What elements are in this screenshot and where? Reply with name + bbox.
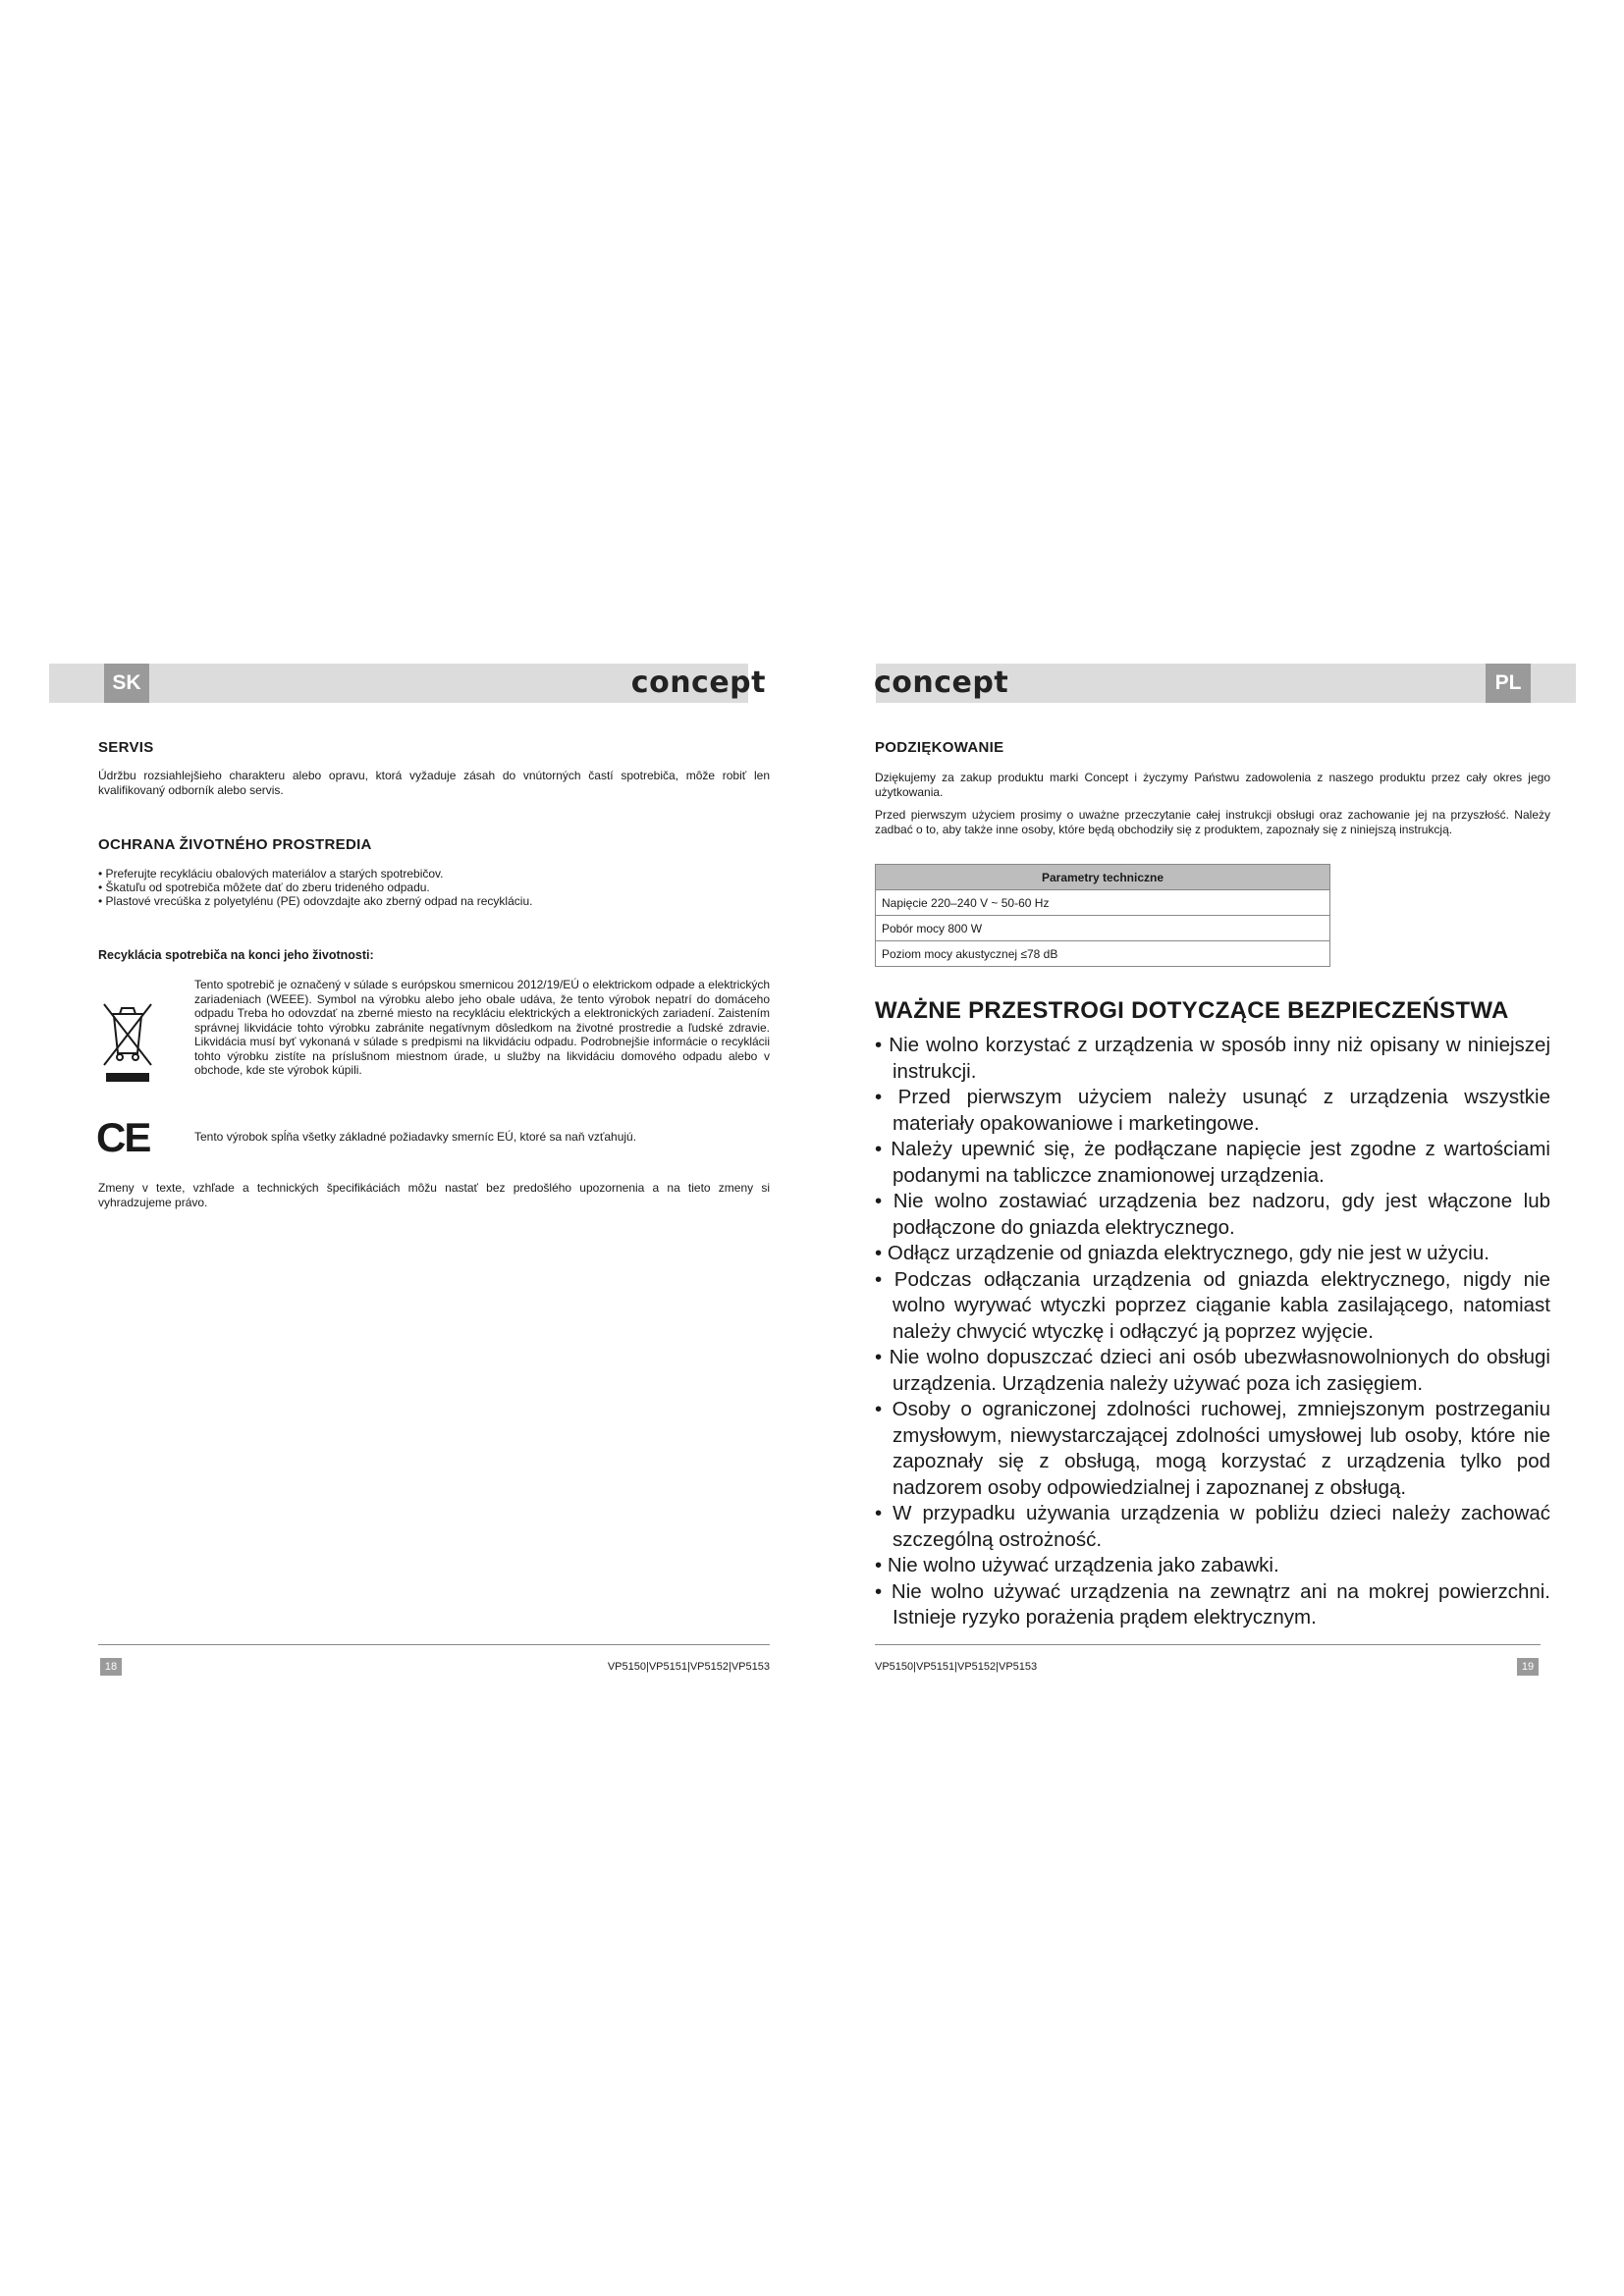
thanks-text-2: Przed pierwszym użyciem prosimy o uważne przeczytanie całej instrukcji obsługi oraz zachowanie jej na przyszłość. Należy zadbać o to, aby także inne osoby, które będą obchodziły się z produktem, zapoznały się z niniejszą instrukcją. <box>875 808 1550 836</box>
changes-notice: Zmeny v texte, vzhľade a technických špecifikáciách môžu nastať bez predošlého upozornenia a na tieto zmeny si vyhradzujeme právo. <box>98 1181 770 1209</box>
table-header: Parametry techniczne <box>876 865 1330 890</box>
footer-rule-right <box>875 1644 1541 1645</box>
weee-bin-icon <box>98 996 157 1085</box>
page-number-left: 18 <box>100 1658 122 1676</box>
safety-title: WAŻNE PRZESTROGI DOTYCZĄCE BEZPIECZEŃSTWA <box>875 997 1509 1024</box>
footer-rule-left <box>98 1644 770 1645</box>
recycling-title: Recyklácia spotrebiča na konci jeho životnosti: <box>98 948 374 962</box>
list-item: • Odłącz urządzenie od gniazda elektrycznego, gdy nie jest w użyciu. <box>875 1241 1550 1267</box>
list-item: • Plastové vrecúška z polyetylénu (PE) odovzdajte ako zberný odpad na recykláciu. <box>98 894 770 908</box>
list-item: • Podczas odłączania urządzenia od gniazda elektrycznego, nigdy nie wolno wyrywać wtyczki poprzez ciąganie kabla zasilającego, natomiast należy chwycić wtyczkę i odłączyć ją poprzez wyjęcie. <box>875 1267 1550 1346</box>
ce-text: Tento výrobok spĺňa všetky základné požiadavky smerníc EÚ, ktoré sa naň vzťahujú. <box>194 1130 637 1144</box>
list-item: • Nie wolno korzystać z urządzenia w sposób inny niż opisany w niniejszej instrukcji. <box>875 1033 1550 1085</box>
tech-params-table <box>875 864 1330 967</box>
list-item: • Preferujte recykláciu obalových materiálov a starých spotrebičov. <box>98 867 770 881</box>
table-row: Pobór mocy 800 W <box>876 916 1330 941</box>
servis-text: Údržbu rozsiahlejšieho charakteru alebo opravu, ktorá vyžaduje zásah do vnútorných častí spotrebiča, môže robiť len kvalifikovaný odborník alebo servis. <box>98 769 770 797</box>
list-item: • Osoby o ograniczonej zdolności ruchowej, zmniejszonym postrzeganiu zmysłowym, niewystarczającej zdolności umysłowej lub osoby, które nie zapoznały się z obsługą, mogą korzystać z urządzenia tylko pod nadzorem osoby odpowiedzialnej i zapoznanej z obsługą. <box>875 1397 1550 1501</box>
servis-title: SERVIS <box>98 739 154 756</box>
list-item: • Nie wolno dopuszczać dzieci ani osób ubezwłasnowolnionych do obsługi urządzenia. Urządzenia należy używać poza ich zasięgiem. <box>875 1345 1550 1397</box>
list-item: • Należy upewnić się, że podłączane napięcie jest zgodne z wartościami podanymi na tabliczce znamionowej urządzenia. <box>875 1137 1550 1189</box>
ce-mark-icon: CE <box>96 1114 150 1160</box>
page-number-right: 19 <box>1517 1658 1539 1676</box>
list-item: • W przypadku używania urządzenia w pobliżu dzieci należy zachować szczególną ostrożność. <box>875 1501 1550 1553</box>
brand-logo-left: concept <box>630 666 766 700</box>
thanks-title: PODZIĘKOWANIE <box>875 739 1004 756</box>
list-item: • Nie wolno używać urządzenia na zewnątrz ani na mokrej powierzchni. Istnieje ryzyko porażenia prądem elektrycznym. <box>875 1579 1550 1631</box>
thanks-text-1: Dziękujemy za zakup produktu marki Concept i życzymy Państwu zadowolenia z naszego produktu przez cały okres jego użytkowania. <box>875 771 1550 799</box>
environment-title: OCHRANA ŽIVOTNÉHO PROSTREDIA <box>98 836 372 853</box>
language-tab-pl: PL <box>1486 664 1531 703</box>
brand-logo-right: concept <box>874 666 1009 700</box>
safety-list <box>875 1033 1550 1631</box>
environment-list <box>98 867 770 908</box>
list-item: • Škatuľu od spotrebiča môžete dať do zberu trideného odpadu. <box>98 881 770 894</box>
model-list-right: VP5150|VP5151|VP5152|VP5153 <box>875 1661 1038 1673</box>
list-item: • Nie wolno używać urządzenia jako zabawki. <box>875 1553 1550 1579</box>
list-item: • Przed pierwszym użyciem należy usunąć z urządzenia wszystkie materiały opakowaniowe i marketingowe. <box>875 1085 1550 1137</box>
language-tab-sk: SK <box>104 664 149 703</box>
table-row: Poziom mocy akustycznej ≤78 dB <box>876 941 1330 967</box>
list-item: • Nie wolno zostawiać urządzenia bez nadzoru, gdy jest włączone lub podłączone do gniazda elektrycznego. <box>875 1189 1550 1241</box>
model-list-left: VP5150|VP5151|VP5152|VP5153 <box>607 1661 770 1673</box>
table-row: Napięcie 220–240 V ~ 50-60 Hz <box>876 890 1330 916</box>
recycling-text: Tento spotrebič je označený v súlade s európskou smernicou 2012/19/EÚ o elektrickom odpade a elektrických zariadeniach (WEEE). Symbol na výrobku alebo jeho obale udáva, že tento výrobok nepatrí do domáceho odpadu Treba ho odovzdať na zberné miesto na recykláciu elektrických a elektronických zariadení. Zaistením správnej likvidácie tohto výrobku zabránite negatívnym dôsledkom na životné prostredie a ľudské zdravie. Likvidácia musí byť vykonaná v súlade s predpismi na likvidáciu odpadu. Podrobnejšie informácie o recyklácii tohto výrobku zistíte na príslušnom miestnom úrade, u služby na likvidáciu domového odpadu alebo v obchode, kde ste výrobok kúpili. <box>194 978 770 1077</box>
